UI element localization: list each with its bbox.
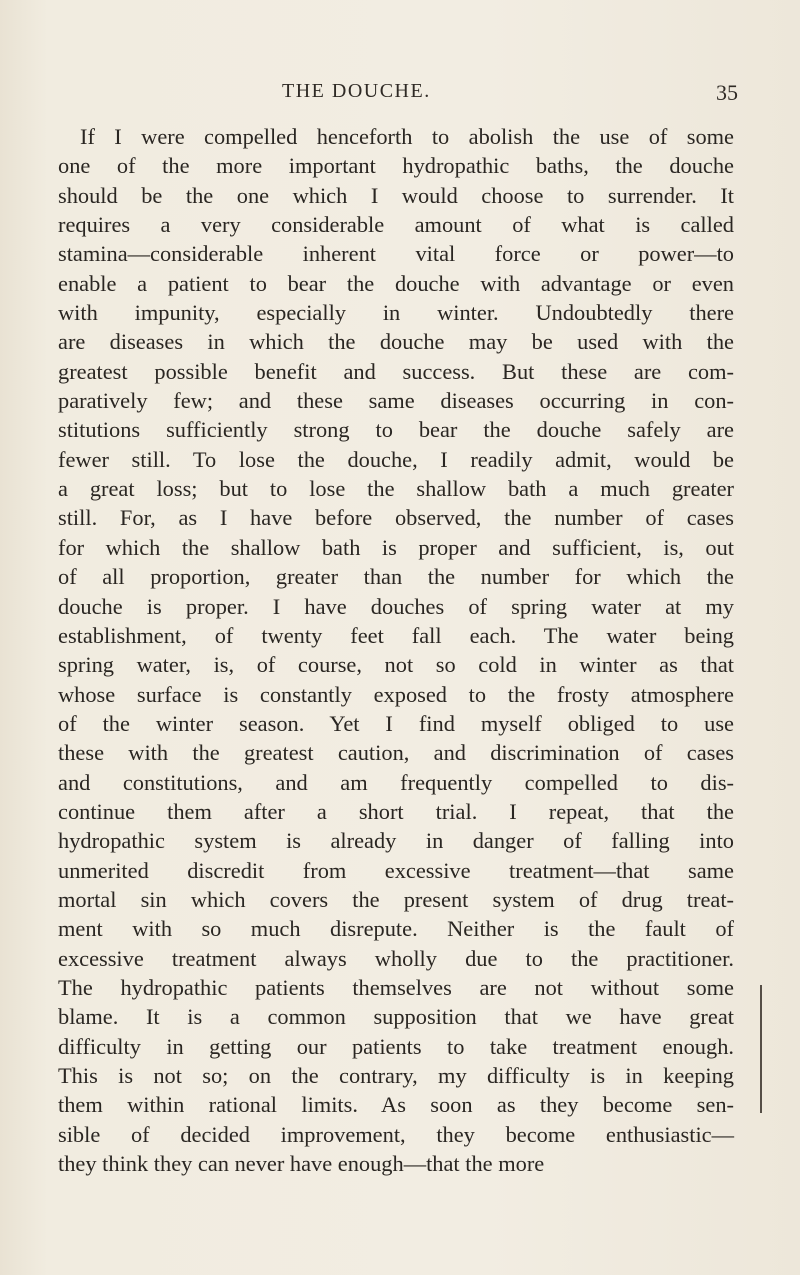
text-line: unmerited discredit from excessive treatment—that same (58, 857, 734, 883)
text-line: douche is proper. I have douches of spring water at my (58, 593, 734, 619)
text-line: still. For, as I have before observed, the number of cases (58, 505, 734, 531)
text-line: with impunity, especially in winter. Undoubtedly there (58, 300, 734, 326)
text-line: they think they can never have enough—that the more (58, 1151, 545, 1177)
running-title: THE DOUCHE. (282, 80, 431, 102)
text-line: should be the one which I would choose to surrender. It (58, 182, 734, 208)
text-line: blame. It is a common supposition that we have great (58, 1004, 734, 1030)
text-line: paratively few; and these same diseases occurring in con- (58, 388, 734, 414)
text-line: these with the greatest caution, and discrimination of cases (58, 740, 734, 766)
text-line: If I were compelled henceforth to abolish the use of some (80, 124, 734, 149)
text-line: of the winter season. Yet I find myself obliged to use (58, 710, 734, 736)
text-line: sible of decided improvement, they become enthusiastic— (58, 1121, 734, 1147)
text-line: This is not so; on the contrary, my difficulty is in keeping (58, 1063, 734, 1088)
text-line: excessive treatment always wholly due to the practitioner. (58, 945, 734, 971)
text-line: are diseases in which the douche may be used with the (58, 329, 734, 355)
text-line: greatest possible benefit and success. But these are com- (58, 358, 734, 384)
text-line: of all proportion, greater than the number for which the (58, 564, 734, 590)
text-line: a great loss; but to lose the shallow bath a much greater (58, 476, 734, 502)
text-line: spring water, is, of course, not so cold in winter as that (58, 652, 734, 678)
text-line: them within rational limits. As soon as they become sen- (58, 1092, 734, 1118)
text-line: stitutions sufficiently strong to bear the douche safely are (58, 417, 734, 443)
page-number: 35 (716, 80, 738, 105)
text-line: fewer still. To lose the douche, I readily admit, would be (58, 446, 734, 472)
running-head (0, 80, 800, 110)
text-line: establishment, of twenty feet fall each. The water being (58, 622, 734, 648)
text-line: hydropathic system is already in danger of falling into (58, 828, 734, 854)
text-line: enable a patient to bear the douche with advantage or even (58, 270, 734, 296)
text-line: mortal sin which covers the present system of drug treat- (58, 886, 734, 912)
text-line: and constitutions, and am frequently compelled to dis- (58, 769, 734, 795)
text-line: continue them after a short trial. I repeat, that the (58, 798, 734, 824)
margin-mark-line (760, 985, 762, 1113)
text-line: ment with so much disrepute. Neither is the fault of (58, 916, 734, 942)
text-line: one of the more important hydropathic baths, the douche (58, 153, 734, 179)
text-line: difficulty in getting our patients to take treatment enough. (58, 1033, 734, 1059)
text-line: whose surface is constantly exposed to the frosty atmosphere (58, 681, 734, 707)
text-line: stamina—considerable inherent vital force or power—to (58, 241, 734, 267)
text-line: for which the shallow bath is proper and sufficient, is, out (58, 534, 734, 560)
body-text (58, 122, 734, 1178)
text-line: requires a very considerable amount of what is called (58, 212, 734, 238)
text-line: The hydropathic patients themselves are not without some (58, 974, 734, 1000)
